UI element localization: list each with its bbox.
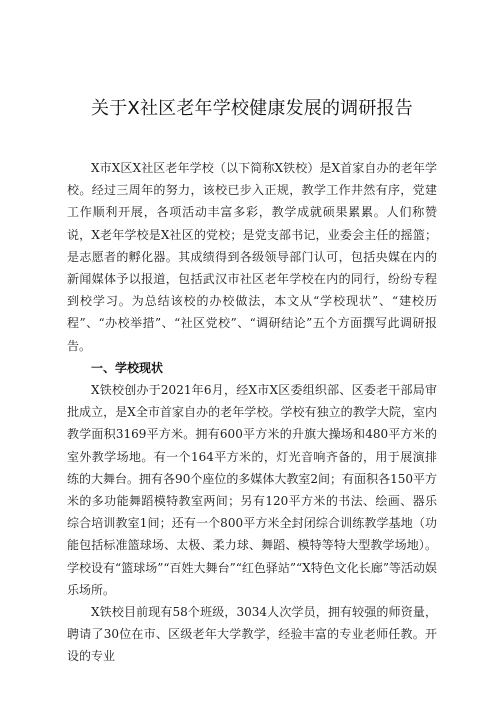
section-paragraph: X铁校目前现有58个班级，3034人次学员，拥有较强的师资量，聘请了30位在市、区级老年大学教学，经验丰富的专业老师任教。开设的专业 [67, 605, 437, 664]
section-paragraph: X铁校创办于2021年6月，经X市X区委组织部、区委老干部局审批成立，是X全市首家自办的老年学校。学校有独立的教学大院，室内教学面积3169平方米。拥有600平方米的升旗大操场和480平方米的室外教学场地。有一个164平方米的，灯光音响齐备的，用于展演排练的大舞台。拥有各90个座位的多媒体大教室2间；有面积各150平方米的多功能舞蹈模特教室两间；另有120平方米的书法、绘画、器乐综合培训教室1间；还有一个800平方米全封闭综合训练教学基地（功能包括标准篮球场、太极、柔力球、舞蹈、模特等特大型教学场地）。学校设有“篮球场”“百姓大舞台”“红色驿站”“X特色文化长廊”等活动娱乐场所。 [67, 383, 437, 597]
section-heading-school-status: 一、学校现状 [91, 360, 164, 375]
document-title: 关于X社区老年学校健康发展的调研报告 [91, 98, 413, 119]
intro-paragraph: X市X区X社区老年学校（以下简称X铁校）是X首家自办的老年学校。经过三周年的努力，该校已步入正规，教学工作井然有序，党建工作顺利开展，各项活动丰富多彩，教学成就硕果累累。人们称赞说，X老年学校是X社区的党校；是党支部书记，业委会主任的摇篮；是志愿者的孵化器。其成绩得到各级领导部门认可，包括央媒在内的新闻媒体予以报道，包括武汉市社区老年学校在内的同行，纷纷专程到校学习。为总结该校的办校做法，本文从“学校现状”、“建校历程”、“办校举措”、“社区党校”、“调研结论”五个方面撰写此调研报告。 [67, 161, 437, 353]
